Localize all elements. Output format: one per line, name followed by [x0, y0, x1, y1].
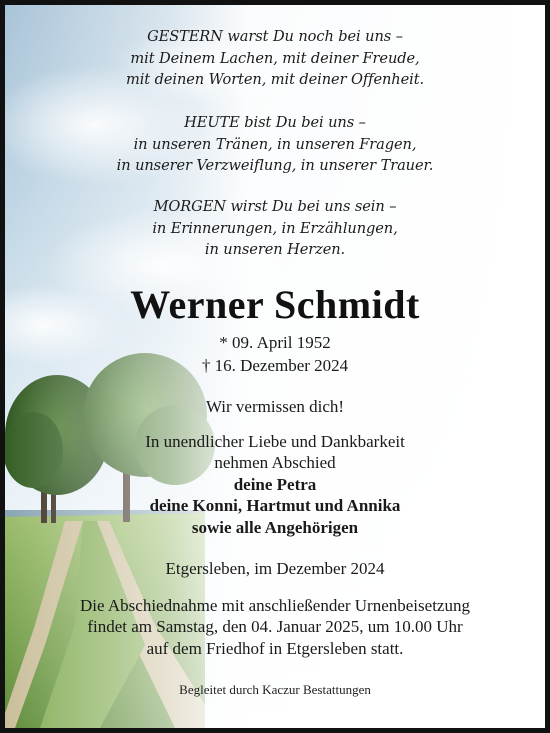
farewell-intro-line: nehmen Abschied [214, 453, 336, 473]
poem-line: in unseren Tränen, in unseren Fragen, [133, 135, 417, 153]
poem-line: MORGEN wirst Du bei uns sein – [153, 198, 397, 215]
farewell-block [5, 431, 545, 538]
poem-stanza-today [5, 112, 545, 177]
poem-line: mit Deinem Lachen, mit deiner Freude, [130, 49, 420, 67]
poem-line: in unseren Herzen. [204, 241, 346, 259]
mourner-line: deine Petra [233, 474, 317, 494]
funeral-home-credit: Begleitet durch Kaczur Bestattungen [179, 682, 371, 697]
poem-line: in unserer Verzweiflung, in unserer Trauer. [116, 157, 434, 175]
ceremony-line: findet am Samstag, den 04. Januar 2025, um 10.00 Uhr [87, 617, 463, 637]
farewell-intro-line: In unendlicher Liebe und Dankbarkeit [145, 432, 405, 451]
poem-line: in Erinnerungen, in Erzählungen, [152, 219, 398, 237]
poem-line: mit deinen Worten, mit deiner Offenheit. [126, 71, 424, 89]
mourner-line: deine Konni, Hartmut und Annika [149, 496, 401, 516]
poem-stanza-tomorrow [5, 196, 545, 261]
place-date: Etgersleben, im Dezember 2024 [165, 559, 385, 578]
ceremony-block [5, 595, 545, 659]
ceremony-line: Die Abschiednahme mit anschließender Urnenbeisetzung [80, 596, 470, 615]
deceased-name: Werner Schmidt [130, 282, 420, 327]
poem-line: HEUTE bist Du bei uns – [184, 114, 366, 131]
poem-stanza-yesterday [5, 26, 545, 91]
birth-date: * 09. April 1952 [219, 333, 331, 352]
ceremony-line: auf dem Friedhof in Etgersleben statt. [146, 638, 404, 658]
notice-content [5, 5, 545, 728]
death-date: † 16. Dezember 2024 [201, 356, 349, 375]
farewell-message: Wir vermissen dich! [205, 397, 345, 416]
mourner-line: sowie alle Angehörigen [191, 517, 359, 537]
poem-line: GESTERN warst Du noch bei uns – [147, 28, 403, 45]
